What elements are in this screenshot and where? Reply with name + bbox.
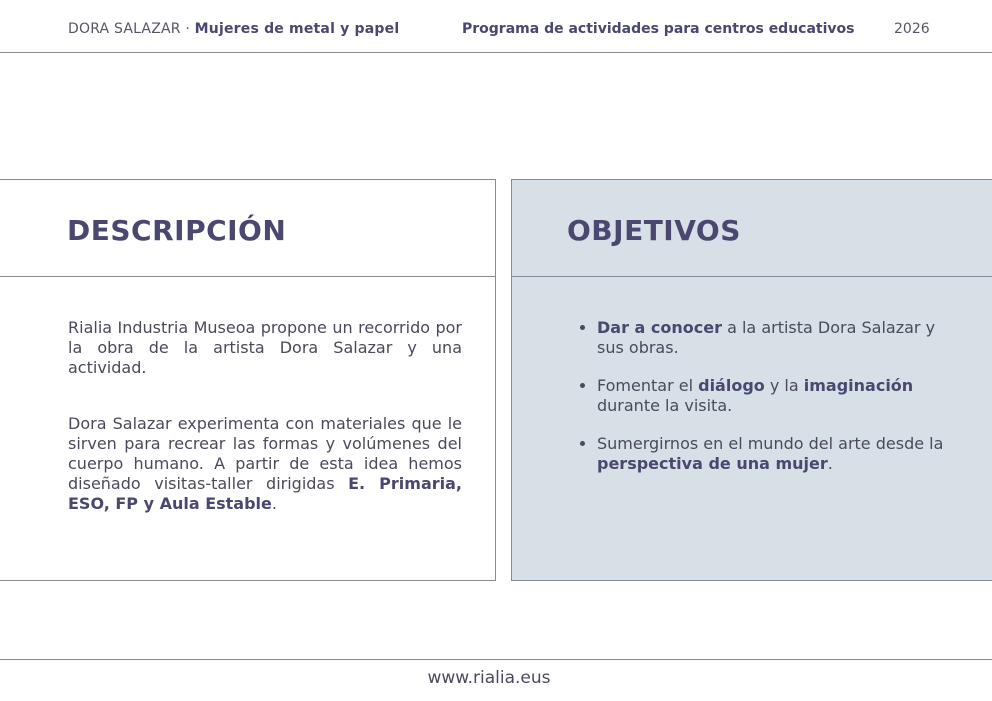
- objective-1-text: a la artista Dora Salazar y sus obras.: [597, 318, 936, 357]
- description-paragraph-2: [68, 414, 462, 514]
- description-paragraph-1: Rialia Industria Museoa propone un recorrido por la obra de la artista Dora Salazar y una actividad.: [68, 318, 462, 377]
- objectives-title: OBJETIVOS: [567, 214, 741, 247]
- objective-2-bold-1: diálogo: [698, 376, 765, 395]
- objective-2-pre: Fomentar el: [597, 376, 699, 395]
- objective-3-pre: Sumergirnos en el mundo del arte desde la: [597, 434, 944, 453]
- objectives-list: [582, 318, 947, 492]
- objective-item: [597, 376, 947, 416]
- objective-2-bold-2: imaginación: [803, 376, 914, 395]
- objectives-title-row: [512, 180, 992, 277]
- header-exhibition-title: [68, 21, 399, 37]
- objective-2-post: durante la visita.: [597, 396, 733, 415]
- objectives-panel: [511, 179, 992, 581]
- objective-item: [597, 434, 947, 474]
- objective-1-bold: Dar a conocer: [597, 318, 722, 337]
- page-header: [0, 0, 992, 53]
- description-paragraph-2-text: Dora Salazar experimenta con materiales que le sirven para recrear las formas y volúmenes del cuerpo humano. A partir de esta idea hemos diseñado visitas-taller dirigidas: [68, 414, 462, 493]
- objective-3-bold: perspectiva de una mujer: [597, 454, 828, 473]
- footer-website-link[interactable]: www.rialia.eus: [427, 668, 551, 688]
- description-title-row: [0, 180, 495, 277]
- description-paragraph-2-levels: E. Primaria, ESO, FP y Aula Estable: [68, 474, 462, 513]
- header-year: 2026: [894, 21, 930, 37]
- objective-item: [597, 318, 947, 358]
- header-author: DORA SALAZAR: [68, 21, 181, 37]
- description-paragraph-2-end: .: [271, 494, 277, 513]
- header-separator: ·: [180, 21, 195, 37]
- header-exhibition: Mujeres de metal y papel: [194, 21, 400, 37]
- objective-2-mid: y la: [764, 376, 804, 395]
- objective-3-post: .: [827, 454, 833, 473]
- description-title: DESCRIPCIÓN: [67, 214, 287, 247]
- footer-divider: [0, 659, 992, 660]
- description-panel: [0, 179, 496, 581]
- header-program: Programa de actividades para centros educativos: [462, 21, 855, 37]
- description-body: [68, 318, 462, 550]
